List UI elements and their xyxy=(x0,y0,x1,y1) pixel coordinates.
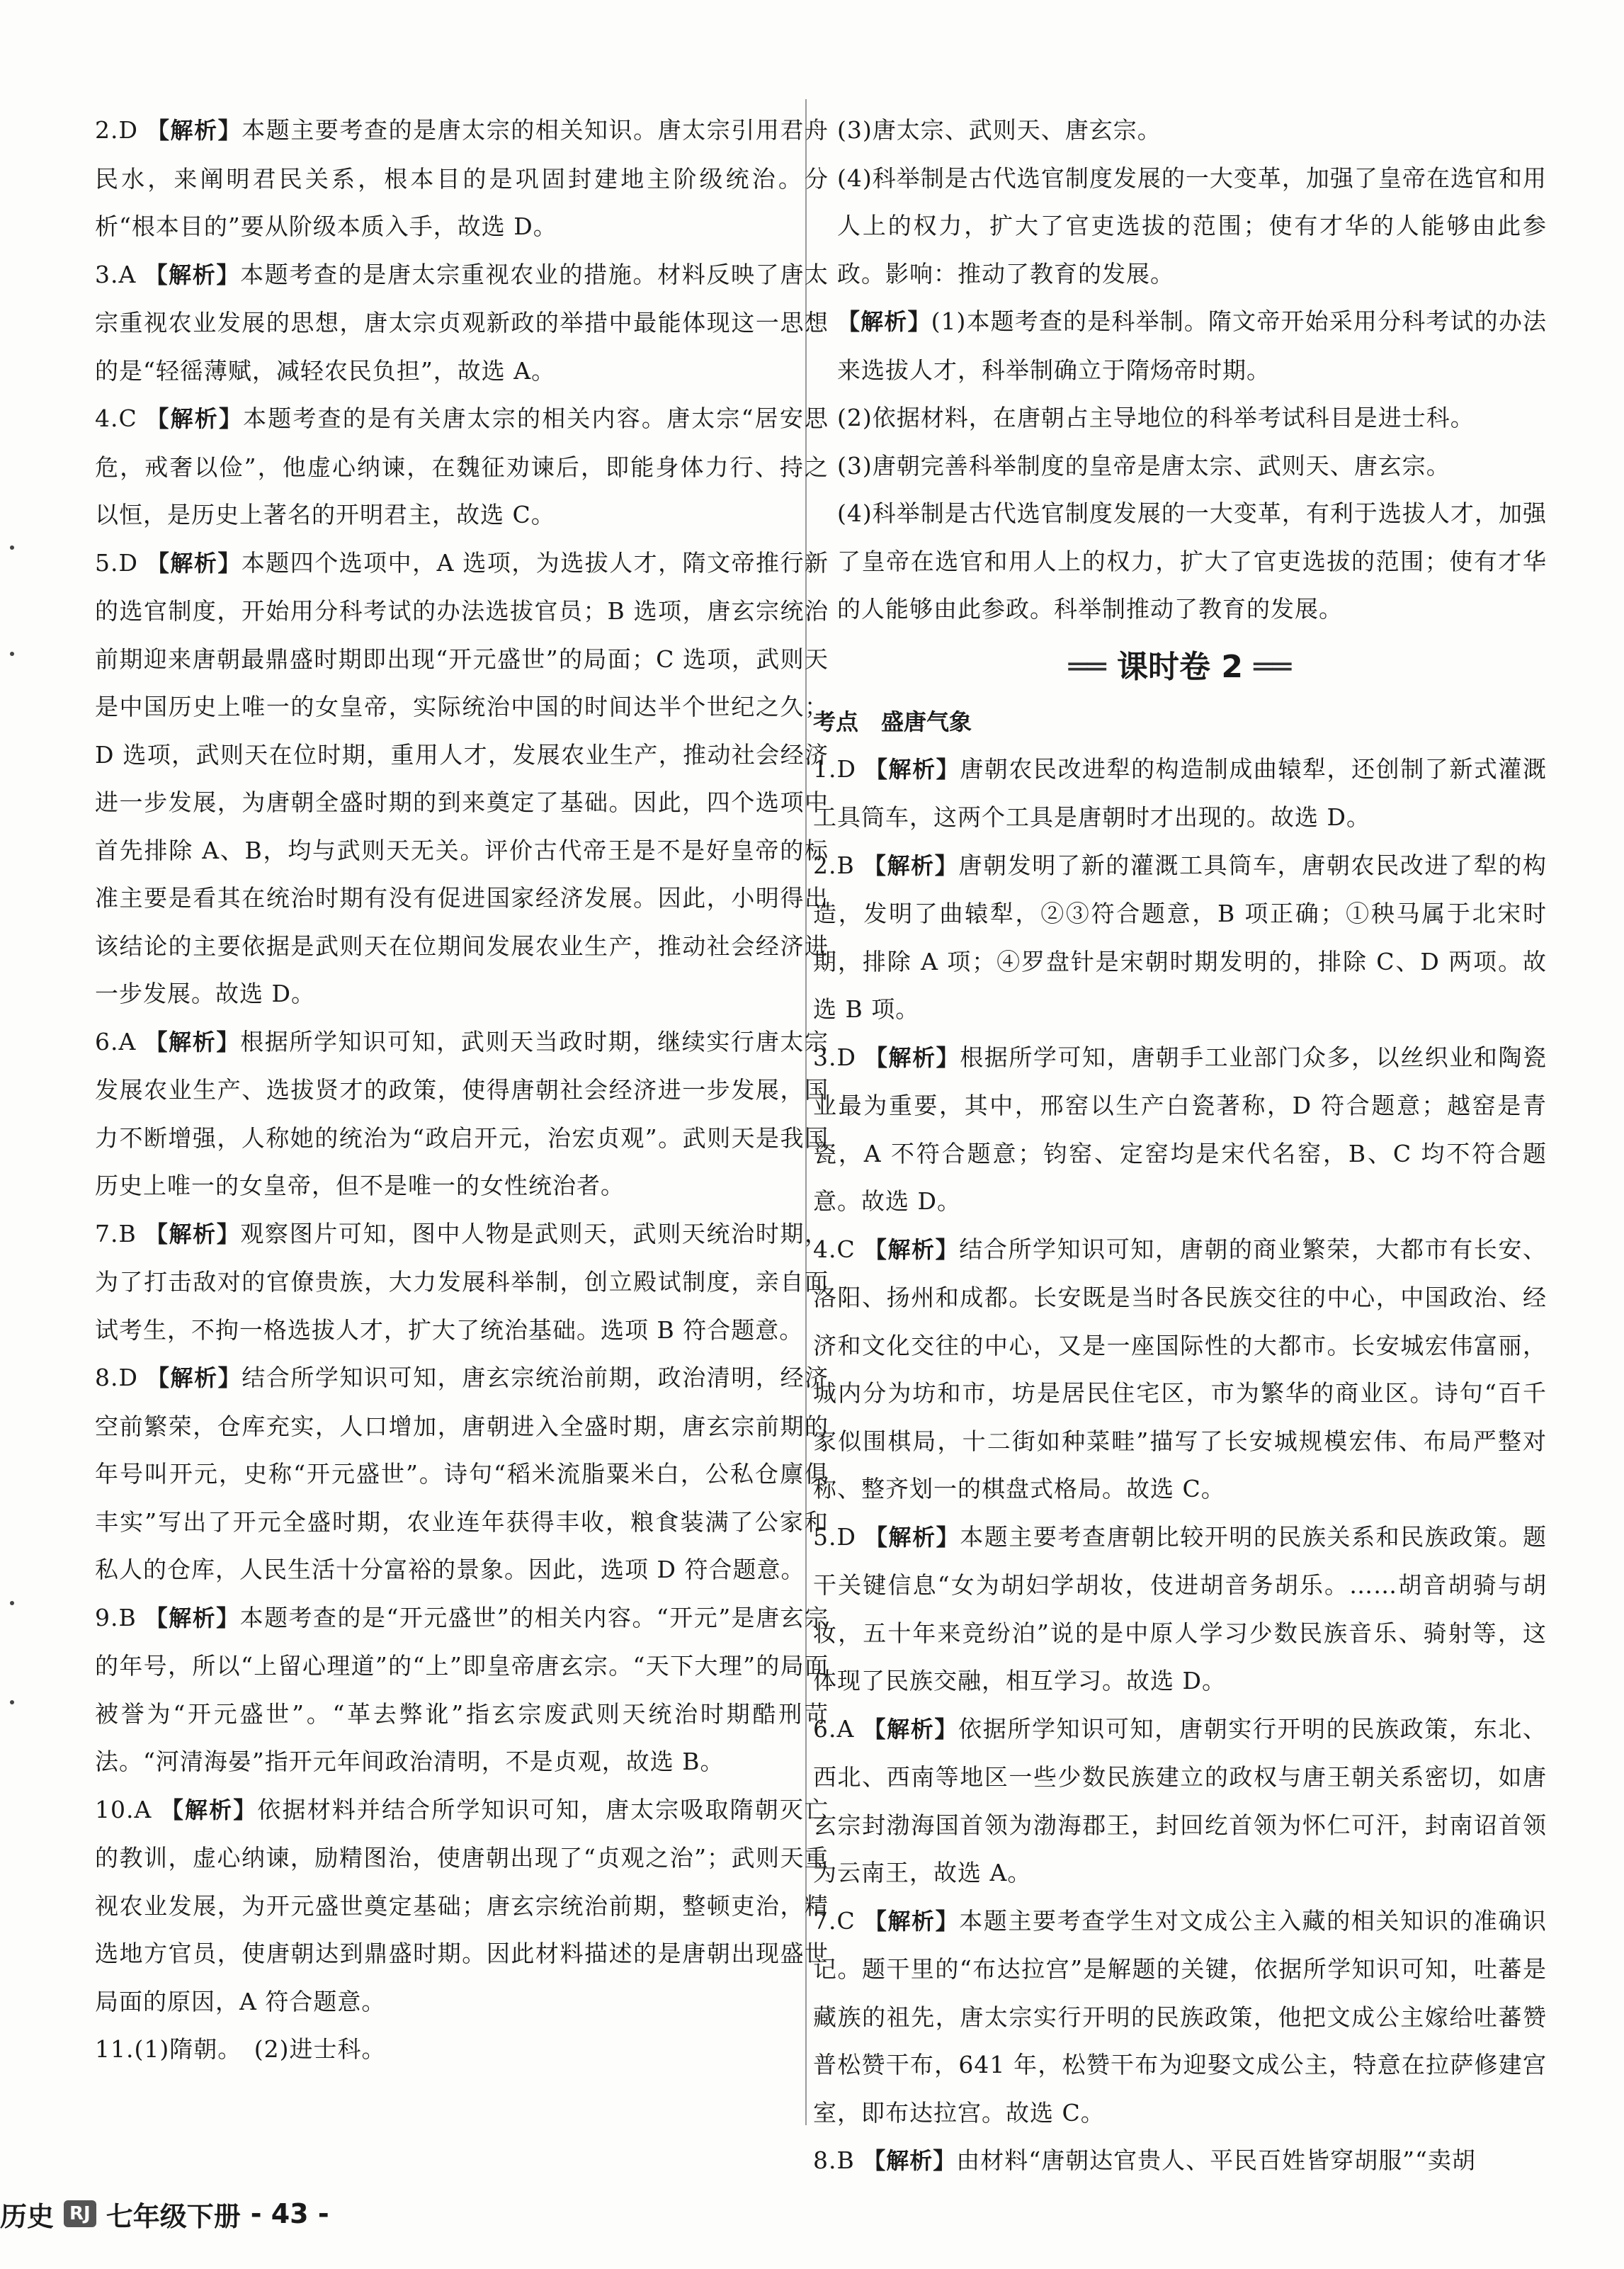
answer-item xyxy=(95,2025,829,2073)
answer-11-part3: (3)唐太宗、武则天、唐玄宗。 xyxy=(837,116,1162,144)
analysis-tag: 【解析】 xyxy=(863,2147,957,2174)
answer-number: 9.B xyxy=(95,1603,137,1631)
answer-number: 3.A xyxy=(95,260,137,288)
answer-text: 唐朝发明了新的灌溉工具筒车，唐朝农民改进了犁的构造，发明了曲辕犁，②③符合题意，B 项正确；①秧马属于北宋时期，排除 A 项；④罗盘针是宋朝时期发明的，排除 C、D 两项。故选 B 项。 xyxy=(813,851,1547,1023)
answer-number: 4.C xyxy=(95,404,137,432)
analysis-tag: 【解析】 xyxy=(146,405,244,432)
answer-number: 2.D xyxy=(95,116,138,144)
analysis-tag: 【解析】 xyxy=(863,1907,960,1935)
analysis-tag: 【解析】 xyxy=(865,1523,960,1551)
section-title-text: 课时卷 2 xyxy=(1117,648,1243,685)
analysis-tag: 【解析】 xyxy=(160,1796,258,1823)
answer-number: 1.D xyxy=(813,754,856,783)
analysis-11-part3: (3)唐朝完善科举制度的皇帝是唐太宗、武则天、唐玄宗。 xyxy=(837,451,1450,480)
answer-item xyxy=(95,395,829,539)
answer-item xyxy=(813,1897,1547,2137)
answer-text: 结合所学知识可知，唐朝的商业繁荣，大都市有长安、洛阳、扬州和成都。长安既是当时各民族交往的中心，中国政治、经济和文化交往的中心，又是一座国际性的大都市。长安城宏伟富丽，城内分为坊和市，坊是居民住宅区，市为繁华的商业区。诗句“百千家似围棋局，十二街如种菜畦”描写了长安城规模宏伟、布局严整对称、整齐划一的棋盘式格局。故选 C。 xyxy=(813,1235,1547,1503)
analysis-tag: 【解析】 xyxy=(144,1220,241,1247)
analysis-tag: 【解析】 xyxy=(144,1028,241,1056)
analysis-tag: 【解析】 xyxy=(144,261,241,288)
answer-text: 由材料“唐朝达官贵人、平民百姓皆穿胡服”“卖胡 xyxy=(956,2146,1476,2174)
answer-number: 6.A xyxy=(95,1027,137,1056)
answer-item xyxy=(95,1354,829,1594)
page-footer xyxy=(0,2189,329,2239)
analysis-tag: 【解析】 xyxy=(863,851,959,879)
answer-text: 唐朝农民改进犁的构造制成曲辕犁，还创制了新式灌溉工具筒车，这两个工具是唐朝时才出现的。故选 D。 xyxy=(813,754,1547,831)
analysis-11-part1 xyxy=(813,298,1547,394)
analysis-11-part4: (4)科举制是古代选官制度发展的一大变革，有利于选拔人才，加强了皇帝在选官和用人上的权力，扩大了官吏选拔的范围；使有才华的人能够由此参政。科举制推动了教育的发展。 xyxy=(837,499,1547,623)
analysis-11-part2: (2)依据材料，在唐朝占主导地位的科举考试科目是进士科。 xyxy=(837,404,1475,431)
answer-text: 结合所学知识可知，唐玄宗统治前期，政治清明，经济空前繁荣，仓库充实，人口增加，唐朝进入全盛时期，唐玄宗前期的年号叫开元，史称“开元盛世”。诗句“稻米流脂粟米白，公私仓廪俱丰实”写出了开元全盛时期，农业连年获得丰收，粮食装满了公家和私人的仓库，人民生活十分富裕的景象。因此，选项 D 符合题意。 xyxy=(95,1364,829,1583)
answer-text: 依据材料并结合所学知识可知，唐太宗吸取隋朝灭亡的教训，虚心纳谏，励精图治，使唐朝出现了“贞观之治”；武则天重视农业发展，为开元盛世奠定基础；唐玄宗统治前期，整顿吏治，精选地方官员，使唐朝达到鼎盛时期。因此材料描述的是唐朝出现盛世局面的原因，A 符合题意。 xyxy=(95,1795,829,2015)
margin-dot xyxy=(10,1601,14,1605)
answer-text: 本题考查的是唐太宗重视农业的措施。材料反映了唐太宗重视农业发展的思想，唐太宗贞观新政的举措中最能体现这一思想的是“轻徭薄赋，减轻农民负担”，故选 A。 xyxy=(95,260,829,385)
topic-heading: 考点 盛唐气象 xyxy=(813,708,972,735)
answer-item xyxy=(95,1786,829,2026)
answer-text: 本题考查的是“开元盛世”的相关内容。“开元”是唐玄宗的年号，所以“上留心理道”的“上”即皇帝唐玄宗。“天下大理”的局面被誉为“开元盛世”。“革去弊讹”指玄宗废武则天统治时期酷刑苛法。“河清海晏”指开元年间政治清明，不是贞观，故选 B。 xyxy=(95,1603,829,1775)
answer-number: 7.C xyxy=(813,1906,856,1935)
analysis-text: (1)本题考查的是科举制。隋文帝开始采用分科考试的办法来选拔人才，科举制确立于隋炀帝时期。 xyxy=(837,307,1547,384)
analysis-tag: 【解析】 xyxy=(837,308,931,335)
answer-item xyxy=(813,1513,1547,1705)
answer-item xyxy=(813,1226,1547,1513)
answer-text: 根据所学知识可知，武则天当政时期，继续实行唐太宗发展农业生产、选拔贤才的政策，使得唐朝社会经济进一步发展，国力不断增强，人称她的统治为“政启开元，治宏贞观”。武则天是我国历史上唯一的女皇帝，但不是唯一的女性统治者。 xyxy=(95,1027,829,1199)
left-column xyxy=(95,106,829,2073)
answer-number: 4.C xyxy=(813,1235,856,1263)
margin-dot xyxy=(10,545,14,550)
answer-number: 10.A xyxy=(95,1795,152,1823)
title-bars-left: ══ xyxy=(1068,648,1106,685)
answer-text: 本题主要考查的是唐太宗的相关知识。唐太宗引用君舟民水，来阐明君民关系，根本目的是巩固封建地主阶级统治。分析“根本目的”要从阶级本质入手，故选 D。 xyxy=(95,116,829,240)
answer-item xyxy=(95,1594,829,1786)
analysis-tag: 【解析】 xyxy=(146,549,242,577)
answer-text: 根据所学可知，唐朝手工业部门众多，以丝织业和陶瓷业最为重要，其中，邢窑以生产白瓷著称，D 符合题意；越窑是青瓷，A 不符合题意；钧窑、定窑均是宋代名窑，B、C 均不符合题意。故选 D。 xyxy=(813,1043,1547,1215)
answer-number: 7.B xyxy=(95,1219,137,1247)
right-column xyxy=(813,106,1547,2185)
answer-text: 本题四个选项中，A 选项，为选拔人才，隋文帝推行新的选官制度，开始用分科考试的办法选拔官员；B 选项，唐玄宗统治前期迎来唐朝最鼎盛时期即出现“开元盛世”的局面；C 选项，武则天是中国历史上唯一的女皇帝，实际统治中国的时间达半个世纪之久；D 选项，武则天在位时期，重用人才，发展农业生产，推动社会经济进一步发展，为唐朝全盛时期的到来奠定了基础。因此，四个选项中首先排除 A、B，均与武则天无关。评价古代帝王是不是好皇帝的标准主要是看其在统治时期有没有促进国家经济发展。因此，小明得出该结论的主要依据是武则天在位期间发展农业生产，推动社会经济进一步发展。故选 D。 xyxy=(95,548,829,1007)
answer-item xyxy=(95,106,829,251)
answer-number: 8.B xyxy=(813,2146,855,2174)
answer-text: 依据所学知识可知，唐朝实行开明的民族政策，东北、西北、西南等地区一些少数民族建立的政权与唐王朝关系密切，如唐玄宗封渤海国首领为渤海郡王，封回纥首领为怀仁可汗，封南诏首领为云南王，故选 A。 xyxy=(813,1714,1547,1886)
analysis-tag: 【解析】 xyxy=(865,755,960,783)
answer-text: 观察图片可知，图中人物是武则天，武则天统治时期，为了打击敌对的官僚贵族，大力发展科举制，创立殿试制度，亲自面试考生，不拘一格选拔人才，扩大了统治基础。选项 B 符合题意。 xyxy=(95,1219,829,1344)
subject-label: 历史 xyxy=(0,2200,55,2232)
answer-number: 3.D xyxy=(813,1043,856,1071)
answer-number: 5.D xyxy=(813,1522,856,1551)
page-number: - 43 - xyxy=(250,2198,329,2229)
section-title xyxy=(813,639,1547,696)
analysis-tag: 【解析】 xyxy=(863,1235,960,1263)
answer-item xyxy=(95,1018,829,1210)
answer-number: 5.D xyxy=(95,548,138,577)
analysis-tag: 【解析】 xyxy=(863,1715,959,1743)
answer-item xyxy=(813,842,1547,1034)
edition-badge: RJ xyxy=(64,2200,96,2227)
answer-number: 8.D xyxy=(95,1364,138,1391)
answer-number: 6.A xyxy=(813,1714,855,1743)
answer-text: 本题主要考查学生对文成公主入藏的相关知识的准确识记。题干里的“布达拉宫”是解题的关键，依据所学知识可知，吐蕃是藏族的祖先，唐太宗实行开明的民族政策，他把文成公主嫁给吐蕃赞普松赞干布，641 年，松赞干布为迎娶文成公主，特意在拉萨修建宫室，即布达拉宫。故选 C。 xyxy=(813,1906,1547,2127)
answer-text: (1)隋朝。 (2)进士科。 xyxy=(134,2035,386,2063)
answer-item xyxy=(813,2137,1547,2185)
right-answers xyxy=(813,745,1547,2185)
analysis-tag: 【解析】 xyxy=(865,1043,960,1071)
answer-text: 本题主要考查唐朝比较开明的民族关系和民族政策。题干关键信息“女为胡妇学胡妆，伎进胡音务胡乐。……胡音胡骑与胡妆，五十年来竞纷泊”说的是中原人学习少数民族音乐、骑射等，这体现了民族交融，相互学习。故选 D。 xyxy=(813,1522,1547,1694)
margin-dot xyxy=(10,652,14,656)
answer-item xyxy=(95,251,829,395)
margin-dot xyxy=(10,1700,14,1704)
answer-item xyxy=(813,1034,1547,1226)
answer-item xyxy=(95,539,829,1018)
answer-number: 2.B xyxy=(813,851,855,879)
answer-item xyxy=(813,1705,1547,1897)
grade-label: 七年级下册 xyxy=(106,2200,241,2232)
analysis-tag: 【解析】 xyxy=(144,1604,240,1631)
analysis-tag: 【解析】 xyxy=(147,117,242,144)
analysis-tag: 【解析】 xyxy=(147,1364,242,1391)
answer-text: 本题考查的是有关唐太宗的相关内容。唐太宗“居安思危，戒奢以俭”，他虚心纳谏，在魏征劝谏后，即能身体力行、持之以恒，是历史上著名的开明君主，故选 C。 xyxy=(95,404,829,528)
title-bars-right: ══ xyxy=(1254,648,1292,685)
answer-item xyxy=(813,745,1547,842)
answer-item xyxy=(95,1210,829,1354)
answer-11-part4: (4)科举制是古代选官制度发展的一大变革，加强了皇帝在选官和用人上的权力，扩大了官吏选拔的范围；使有才华的人能够由此参政。影响：推动了教育的发展。 xyxy=(837,164,1547,288)
answer-number: 11. xyxy=(95,2035,135,2063)
